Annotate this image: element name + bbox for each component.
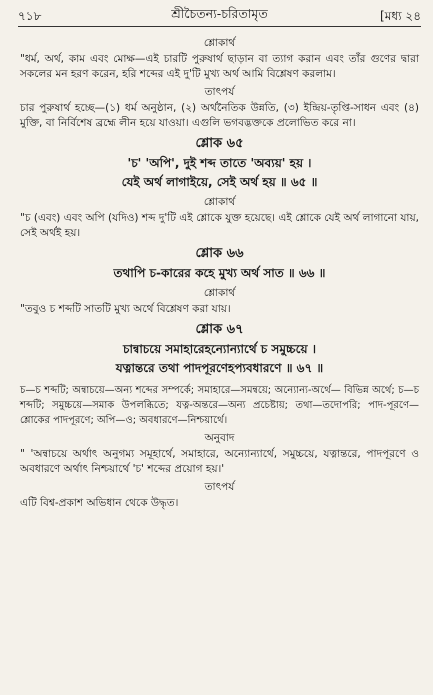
purport-heading: তাৎপর্য xyxy=(204,86,235,98)
text-line: চ—চ শব্দটি; অন্বাচয়ে—অন্য শব্দের সম্পর্কে; সমাহারে—সমন্বয়ে; অন্যোন্য-অর্থে— xyxy=(20,385,341,396)
text-line: এটি বিশ্ব-প্রকাশ অভিধান থেকে উদ্ধৃত। xyxy=(20,497,179,509)
text-line: তথা—তদোপরি; পাদ-পূরণে—শ্লোকের পাদপূরণে; অপি—ও; অবধারণে—নিশ্চয়ার্থে। xyxy=(20,400,419,426)
translation-heading: শ্লোকার্থ xyxy=(203,287,236,299)
purport-heading: তাৎপর্য xyxy=(204,481,235,493)
book-title: শ্রীচৈতন্য-চরিতামৃত xyxy=(171,6,268,21)
text-line: এবং (৪) মুক্তি, বা নির্বিশেষ ব্রহ্মে লীন হয়ে যাওয়া। এগুলি ভগবদ্ভক্তকে প্রলোভিত xyxy=(20,102,419,129)
text-line: অর্থ লাগানো যায়, সেই অর্থই হয়। xyxy=(20,212,419,239)
verse-heading: শ্লোক ৬৬ xyxy=(195,246,244,261)
verse-line: যেই অর্থ লাগাইয়ে, সেই অর্থ হয় ॥ ৬৫ ॥ xyxy=(121,175,318,189)
translation-text xyxy=(20,211,419,241)
translation-heading: অনুবাদ xyxy=(204,432,235,444)
purport-text xyxy=(20,496,419,511)
text-line: "চ (এবং) এবং অপি (যদিও) শব্দ দু'টি এই শ্লোকে যুক্ত হয়েছে। এই শ্লোকে যেই xyxy=(20,212,341,224)
text-line: পাদপূরণে ও অবধারণে অর্থাৎ নিশ্চয়ার্থে 'চ' শব্দের প্রয়োগ হয়।' xyxy=(20,448,419,475)
translation-heading: শ্লোকার্থ xyxy=(203,196,236,208)
text-line: "তবুও চ শব্দটি সাতটি মুখ্য অর্থে বিশ্লেষণ করা যায়। xyxy=(20,303,231,315)
text-line: চার পুরুষার্থ হচ্ছে—(১) ধর্ম অনুষ্ঠান, (২) অর্থনৈতিক উন্নতি, (৩) ইন্দ্রিয়-তৃপ্তি-সাধন xyxy=(20,102,376,114)
verse-line: যত্নান্তরে তথা পাদপূরণেহপ্যবধারণে ॥ ৬৭ ॥ xyxy=(115,361,324,375)
text-line: "ধর্ম, অর্থ, কাম এবং মোক্ষ—এই চারটি পুরুষার্থ ছাড়ান বা ত্যাগ করান এবং তাঁর xyxy=(20,53,366,65)
page-body xyxy=(20,33,419,514)
text-line: বিভিন্ন অর্থে; চ—চ শব্দটি; সমুচ্চয়ে—সমাক উপলব্ধিতে; যত্ন-অন্তরে—অন্য প্রচেষ্টায়; xyxy=(20,385,420,411)
translation-text xyxy=(20,52,419,82)
verse-heading: শ্লোক ৬৭ xyxy=(195,322,244,337)
text-line: করলাম। xyxy=(302,68,336,80)
synonyms-text xyxy=(20,383,419,428)
chapter-label: [মধ্য ২৪ xyxy=(380,9,421,23)
translation-text xyxy=(20,302,419,317)
page-header xyxy=(18,6,421,26)
verse-heading: শ্লোক ৬৫ xyxy=(195,136,244,151)
verse-line: তথাপি চ-কারের কহে মুখ্য অর্থ সাত ॥ ৬৬ ॥ xyxy=(113,266,326,280)
text-line: করে না। xyxy=(321,117,356,129)
translation-heading: শ্লোকার্থ xyxy=(203,37,236,49)
purport-text xyxy=(20,101,419,131)
text-line: গুণের দ্বারা সকলের মন হরণ করেন, হরি শব্দের এই দু'টি মুখ্য অর্থ আমি বিশ্লেষণ xyxy=(20,53,419,80)
text-line: " 'অন্বাচয়ে অর্থাৎ অনুগম্য সমূহার্থে, সমাহারে, অন্যোন্যার্থে, সমুচ্চয়ে, যত্নান্তরে, xyxy=(20,448,361,460)
translation-text xyxy=(20,447,419,477)
page-number: ৭১৮ xyxy=(18,9,42,23)
header-rule xyxy=(18,26,421,27)
verse-line: চান্বাচয়ে সমাহারেহন্যোন্যার্থে চ সমুচ্চয়ে । xyxy=(123,342,316,356)
verse-line: 'চ' 'অপি', দুই শব্দ তাতে 'অব্যয়' হয় । xyxy=(127,156,312,170)
